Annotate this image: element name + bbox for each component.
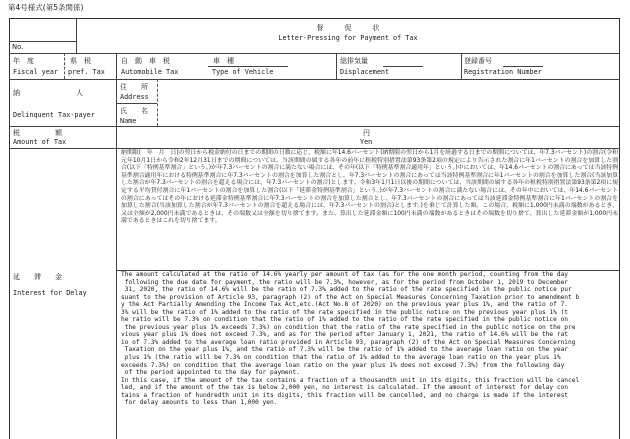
interest-text-en-line: Taxation on the year plus 1%, and the ratio of 7.3% will be the ratio of 1% added to the average loan ratio on the year <box>121 346 569 354</box>
amount-label-en: Amount of Tax <box>13 138 67 146</box>
interest-text-jp: 納期限( 年 月 日)の翌日から税金納付の日までの期間の日数に応じ、税額に年14.6パーセント(納期限の翌日から1月を経過する日までの期間については、年7.3パーセント)の割合(令和元年10月1日から令和2年12月31日までの期間については、当該期間の属する各年の前年に租税特別措置法第93条第2項の規定により告示された割合に年1パーセントの割合を加算した割合(以下「特例基準割合」という。)が年7.3パーセントの割合に満たない場合には、その年(以下「特例基準割合適用年」という。)中においては、年14.6パーセントの割合にあっては当該特例基準割合適用年における特例基準割合に年7.3パーセントの割合を加算した割合とし、年7.3パーセントの割合にあっては当該特例基準割合に年1パーセントの割合を加算した割合(当該加算した割合が年7.3パーセントの割合を超える場合には、年7.3パーセントの割合)とします。令和3年1月1日以後の期間については、当該期間の属する各年の租税特別措置法第93条第2項に規定する平均貸付割合に年1パーセントの割合を加算した割合(以下「延滞金特例基準割合」という。)が年7.3パーセントの割合に満たない場合には、その年中においては、年14.6パーセントの割合にあってはその年における延滞金特例基準割合に年7.3パーセントの割合を加算した割合とし、年7.3パーセントの割合にあっては当該延滞金特例基準割合に年1パーセントの割合を加算した割合(当該加算した割合が年7.3パーセントの割合を超える場合には、年7.3パーセントの割合)とします。)を乗じて計算した額。この場合、税額に1,000円未満の端数があるとき、又は全額が2,000円未満であるときは、その端数又は全額を切り捨てます。また、算出した延滞金額に100円未満の端数があるときはその端数を切り捨て、算出した延滞金額が1,000円未満であるときはこれを切り捨てます。 <box>121 150 618 225</box>
name-label-en: Name <box>120 117 137 125</box>
interest-text-en-line: y the Act Partially Amending the Income Tax Act,etc.(Act No.8 of 2020) on the previous year plus 1%, and the ratio of 7. <box>121 301 569 309</box>
interest-label-jp: 延 滞 金 <box>13 273 62 281</box>
amount-label-jp: 税 額 <box>13 129 62 137</box>
title-en: Letter-Pressing for Payment of Tax <box>278 34 418 42</box>
interest-text-en-line: vious year plus 1% does not exceed 7.3%, and as for the period after January 1, 2021, the ratio of 14.6% will be the rat <box>121 331 569 339</box>
yen-label-en: Yen <box>360 138 373 146</box>
displacement-label-en: Displacement <box>340 68 390 76</box>
interest-text-en-line: 31, 2020, the ratio of 14.6% will be the ratio of 7.3% added to the ratio of the rate specified in the public notice pur <box>121 286 572 294</box>
form-number: 第4号様式(第5条関係) <box>8 3 84 12</box>
displacement-label-jp: 総排気量 <box>340 57 368 65</box>
interest-text-en-line: plus 1% (the ratio will be 7.3% on condition that the ratio of 1% added to the average loan ratio on the year plus 1% <box>121 354 561 362</box>
no-label: No. <box>12 43 24 51</box>
divider <box>116 126 117 148</box>
registration-label-jp: 登録番号 <box>464 57 492 65</box>
interest-text-en-line: of the period appointed to the day for payment. <box>121 369 300 377</box>
interest-text-en-line: exceeds 7.3%) on condition that the average loan ratio on the year plus 1% does not exceed 7.3%) from the following day <box>121 361 565 369</box>
taxpayer-label-jp: 納 人 <box>13 89 83 97</box>
interest-text-en-line: 3% will be the ratio of 1% added to the ratio of the rate specified in the public notice on the previous year plus 1% (t <box>121 308 569 316</box>
divider <box>116 53 117 79</box>
auto-tax-label-en: Automobile Tax <box>121 68 179 76</box>
taxpayer-label-en: Delinquent Tax-payer <box>13 111 95 119</box>
interest-text-en-line: io of 7.3% added to the average loan ratio provided in Article 93, paragraph (2) of the Act on Special Measures Concerning <box>121 338 576 346</box>
interest-text-en-line: In this case, if the amount of the tax contains a fraction of a thousandth unit in its digits, this fraction will be cancel <box>121 376 580 384</box>
interest-text-en-line: tains a fraction of hundredth unit in its digits, this fraction will be cancelled, and no charge is made if the interest <box>121 391 569 399</box>
divider-dashed <box>157 79 158 126</box>
divider <box>116 148 117 439</box>
divider <box>461 53 462 79</box>
auto-tax-label-jp: 自 動 車 税 <box>121 57 170 65</box>
no-line <box>9 41 76 42</box>
interest-text-en-line: led, and if the amount of the tax is below 2,000 yen, no interest is calculated. If the amount of interest for delay con <box>121 384 569 392</box>
address-name-divider <box>116 103 157 104</box>
address-label-jp: 住 所 <box>120 83 148 91</box>
displacement-underline <box>383 66 423 67</box>
interest-text-en <box>121 271 620 407</box>
interest-text-en-line: The amount calculated at the ratio of 14.6% yearly per amount of tax (as for the one month period, counting from the day <box>121 271 569 278</box>
name-label-jp: 氏 名 <box>120 107 148 115</box>
interest-text-en-line: he ratio will be 7.3% on condition that the ratio of 1% added to the ratio of the rate specified in the public notice on <box>121 316 569 324</box>
interest-text-en-line: the previous year plus 1% exceeds 7.3%) on condition that the ratio of the rate specified in the public notice on the pre <box>121 323 576 331</box>
divider-dashed <box>64 53 65 79</box>
divider <box>336 53 337 79</box>
vehicle-type-underline <box>208 66 288 67</box>
interest-text-en-line: suant to the provision of Article 93, paragraph (2) of the Act on Special Measures Concerning Taxation prior to amendment b <box>121 293 580 301</box>
registration-label-en: Registration Number <box>464 68 542 76</box>
interest-text-en-line: for delay amounts to less than 1,000 yen. <box>121 399 278 407</box>
fiscal-year-label-jp: 年 度 <box>13 57 34 65</box>
pref-tax-label-jp: 県 税 <box>70 57 91 65</box>
vehicle-type-label-en: Type of Vehicle <box>212 68 274 76</box>
yen-label-jp: 円 <box>363 129 370 137</box>
vehicle-type-label-jp: 車 種 <box>213 57 234 65</box>
rule-1 <box>9 53 620 54</box>
fiscal-year-label-en: Fiscal year <box>13 68 59 76</box>
address-label-en: Address <box>120 93 149 101</box>
interest-text-en-line: following the due date for payment, the ratio will be 7.3%, however, as for the period from October 1, 2019 to December <box>121 278 569 286</box>
rule-2 <box>9 79 620 80</box>
registration-underline <box>503 66 543 67</box>
rule-3 <box>9 126 620 127</box>
rule-4 <box>9 148 620 149</box>
pref-tax-label-en: pref. Tax <box>68 68 105 76</box>
interest-label-en: Interest for Delay <box>13 289 87 297</box>
title-jp: 督 促 状 <box>316 24 380 32</box>
